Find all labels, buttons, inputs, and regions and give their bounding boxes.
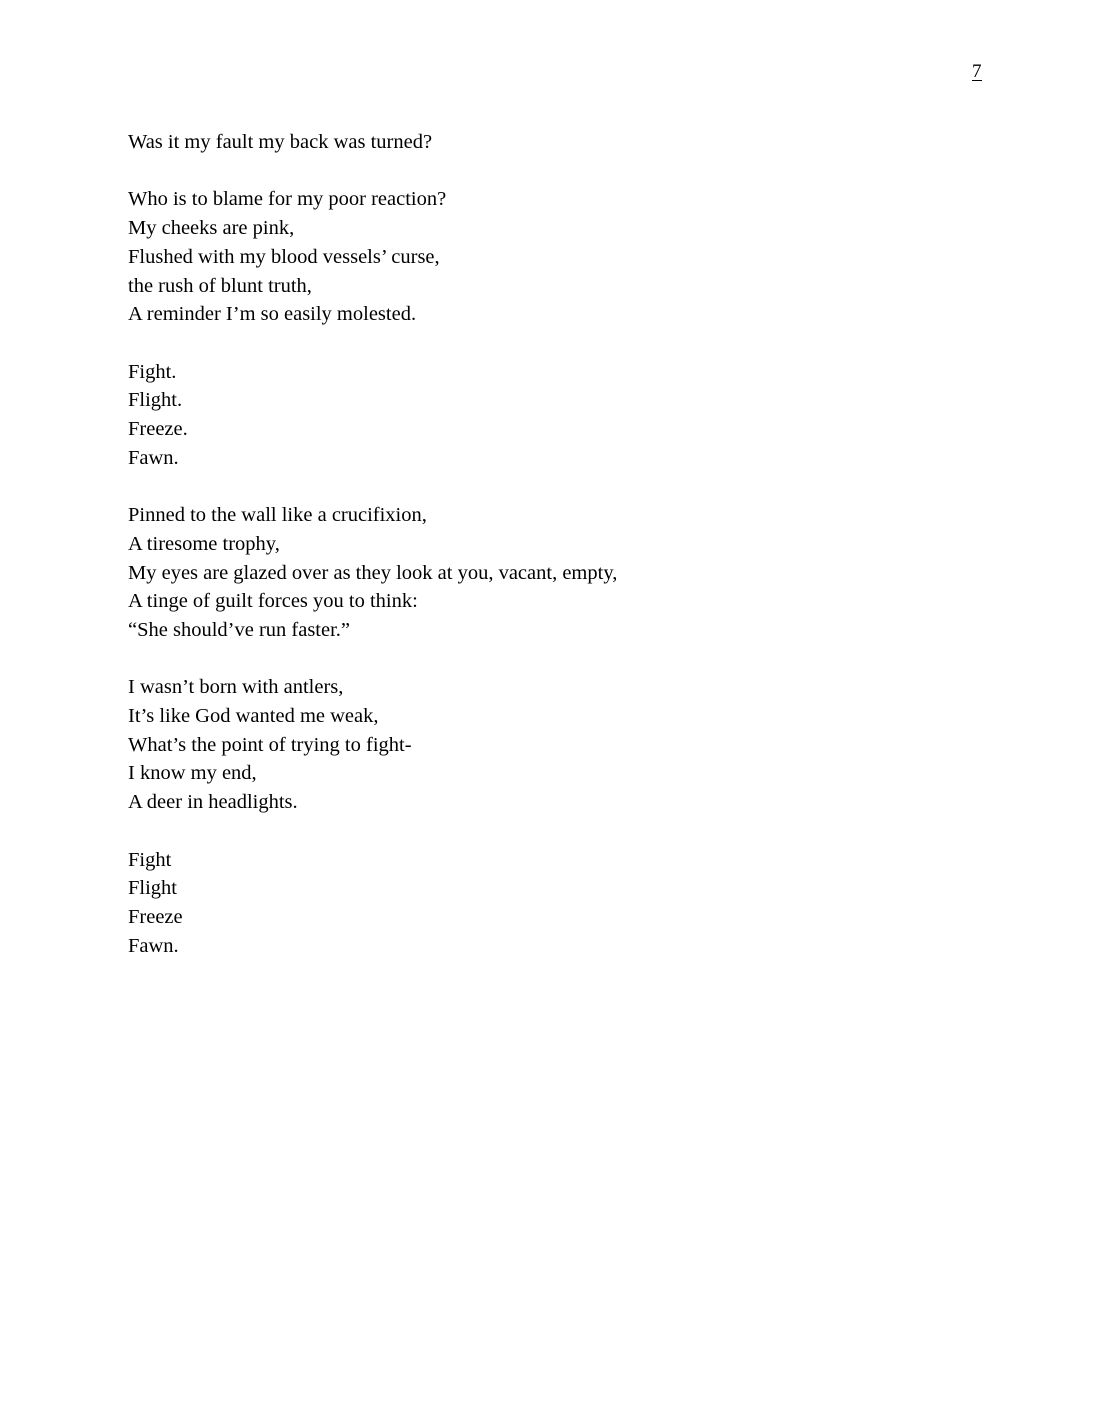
poem-line: I wasn’t born with antlers,	[128, 676, 344, 699]
stanza	[128, 185, 948, 329]
poem-line: What’s the point of trying to fight-	[128, 733, 412, 756]
poem-line: It’s like God wanted me weak,	[128, 705, 379, 727]
poem-line: A reminder I’m so easily molested.	[128, 303, 417, 326]
poem-line: My eyes are glazed over as they look at you, vacant, empty,	[128, 561, 618, 584]
poem-line: the rush of blunt truth,	[128, 274, 312, 297]
poem-line: Fawn.	[128, 934, 179, 957]
poem-line: Fawn.	[128, 446, 179, 469]
poem-line: Freeze.	[128, 418, 188, 440]
poem-line: Who is to blame for my poor reaction?	[128, 188, 447, 211]
poem-body	[128, 128, 948, 960]
stanza	[128, 673, 948, 817]
poem-line: Flight	[128, 877, 177, 900]
poem-line: A tiresome trophy,	[128, 532, 280, 555]
stanza	[128, 128, 948, 157]
stanza	[128, 501, 948, 645]
poem-line: My cheeks are pink,	[128, 217, 295, 240]
poem-line: Pinned to the wall like a crucifixion,	[128, 504, 427, 527]
poem-line: A tinge of guilt forces you to think:	[128, 590, 418, 613]
poem-line: “She should’ve run faster.”	[128, 618, 351, 641]
poem-line: Was it my fault my back was turned?	[128, 131, 433, 153]
stanza	[128, 846, 948, 961]
poem-line: I know my end,	[128, 762, 257, 785]
poem-line: Freeze	[128, 905, 183, 928]
poem-line: Flushed with my blood vessels’ curse,	[128, 245, 440, 268]
poem-line: Fight	[128, 848, 172, 871]
poem-line: A deer in headlights.	[128, 791, 298, 814]
page-number: 7	[972, 61, 982, 82]
stanza	[128, 358, 948, 473]
poem-line: Fight.	[128, 360, 177, 383]
poem-line: Flight.	[128, 389, 183, 412]
